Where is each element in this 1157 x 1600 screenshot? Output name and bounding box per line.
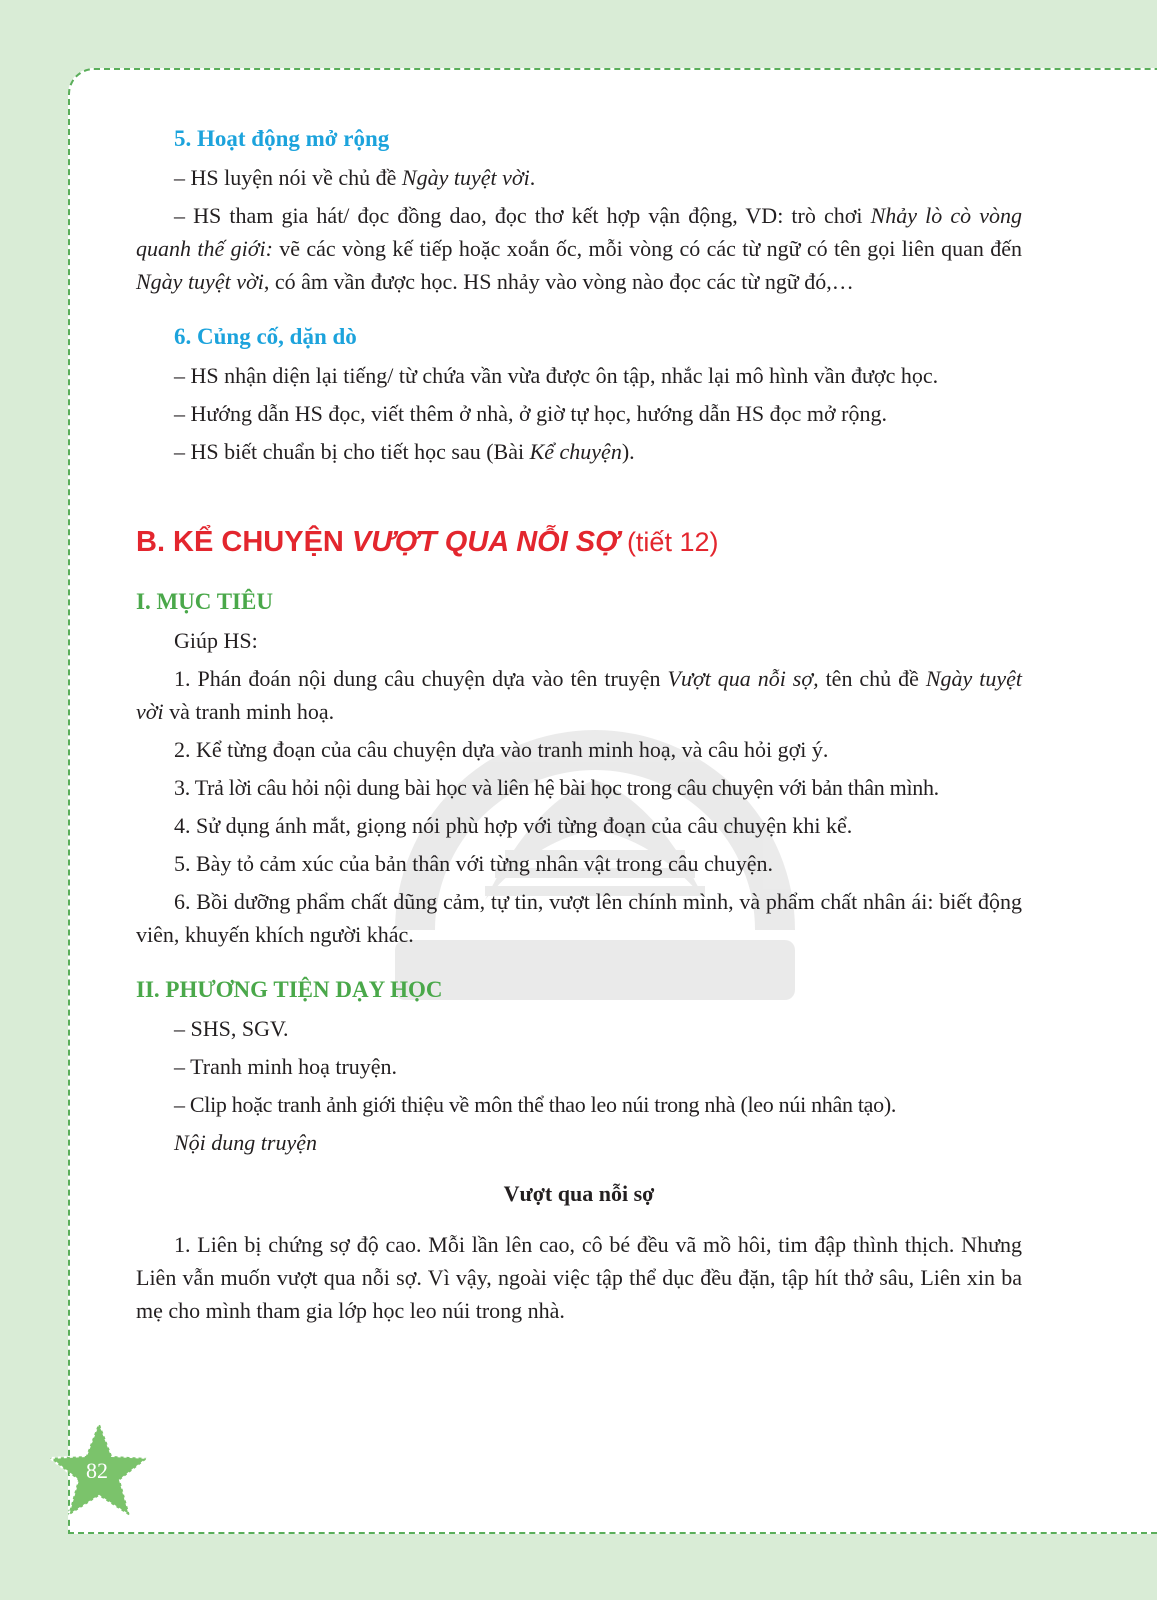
- heading-goals: I. MỤC TIÊU: [136, 589, 273, 614]
- story-title: Vượt qua nỗi sợ: [503, 1181, 655, 1206]
- section-b-title: B. KỂ CHUYỆN VƯỢT QUA NỖI SỢ (tiết 12): [136, 526, 719, 558]
- goal-1: 1. Phán đoán nội dung câu chuyện dựa vào tên truyện Vượt qua nỗi sợ, tên chủ đề Ngày tuyệt vời và tranh minh hoạ.: [136, 666, 1023, 724]
- activity-6-line-2: – Hướng dẫn HS đọc, viết thêm ở nhà, ở giờ tự học, hướng dẫn HS đọc mở rộng.: [174, 401, 887, 426]
- activity-6-line-3: – HS biết chuẩn bị cho tiết học sau (Bài Kể chuyện).: [174, 439, 635, 464]
- tool-2: – Tranh minh hoạ truyện.: [174, 1054, 398, 1079]
- tool-1: – SHS, SGV.: [174, 1016, 289, 1041]
- goal-4: 4. Sử dụng ánh mắt, giọng nói phù hợp với từng đoạn của câu chuyện khi kể.: [174, 813, 853, 838]
- heading-activity-6: 6. Củng cố, dặn dò: [174, 324, 357, 349]
- goal-5: 5. Bày tỏ cảm xúc của bản thân với từng nhân vật trong câu chuyện.: [174, 851, 774, 876]
- goal-3: 3. Trả lời câu hỏi nội dung bài học và liên hệ bài học trong câu chuyện với bản thân mình.: [174, 775, 939, 800]
- activity-6-line-1: – HS nhận diện lại tiếng/ từ chứa vần vừa được ôn tập, nhắc lại mô hình vần được học.: [174, 363, 939, 388]
- goals-intro: Giúp HS:: [174, 628, 258, 653]
- story-content-label: Nội dung truyện: [174, 1130, 317, 1155]
- story-paragraph-1: 1. Liên bị chứng sợ độ cao. Mỗi lần lên cao, cô bé đều vã mồ hôi, tim đập thình thịch. Nhưng Liên vẫn muốn vượt qua nỗi sợ. Vì vậy, ngoài việc tập thể dục đều đặn, tập hít thở sâu, Liên xin ba mẹ cho mình tham gia lớp học leo núi trong nhà.: [136, 1232, 1022, 1323]
- heading-tools: II. PHƯƠNG TIỆN DẠY HỌC: [136, 977, 443, 1002]
- heading-activity-5: 5. Hoạt động mở rộng: [174, 126, 390, 151]
- activity-5-line-1: – HS luyện nói về chủ đề Ngày tuyệt vời.: [174, 165, 536, 190]
- page-number: 82: [86, 1458, 108, 1483]
- goal-6: 6. Bồi dưỡng phẩm chất dũng cảm, tự tin, vượt lên chính mình, và phẩm chất nhân ái: biết động viên, khuyến khích người khác.: [136, 889, 1022, 947]
- activity-5-line-2: – HS tham gia hát/ đọc đồng dao, đọc thơ kết hợp vận động, VD: trò chơi Nhảy lò cò vòng quanh thế giới: vẽ các vòng kế tiếp hoặc xoắn ốc, mỗi vòng có các từ ngữ có tên gọi liên quan đến Ngày tuyệt vời, có âm vần được học. HS nhảy vào vòng nào đọc các từ ngữ đó,…: [136, 203, 1022, 294]
- tool-3: – Clip hoặc tranh ảnh giới thiệu về môn thể thao leo núi trong nhà (leo núi nhân tạo).: [174, 1092, 897, 1117]
- page-content: [136, 122, 1022, 1332]
- goal-2: 2. Kể từng đoạn của câu chuyện dựa vào tranh minh hoạ, và câu hỏi gợi ý.: [174, 737, 829, 762]
